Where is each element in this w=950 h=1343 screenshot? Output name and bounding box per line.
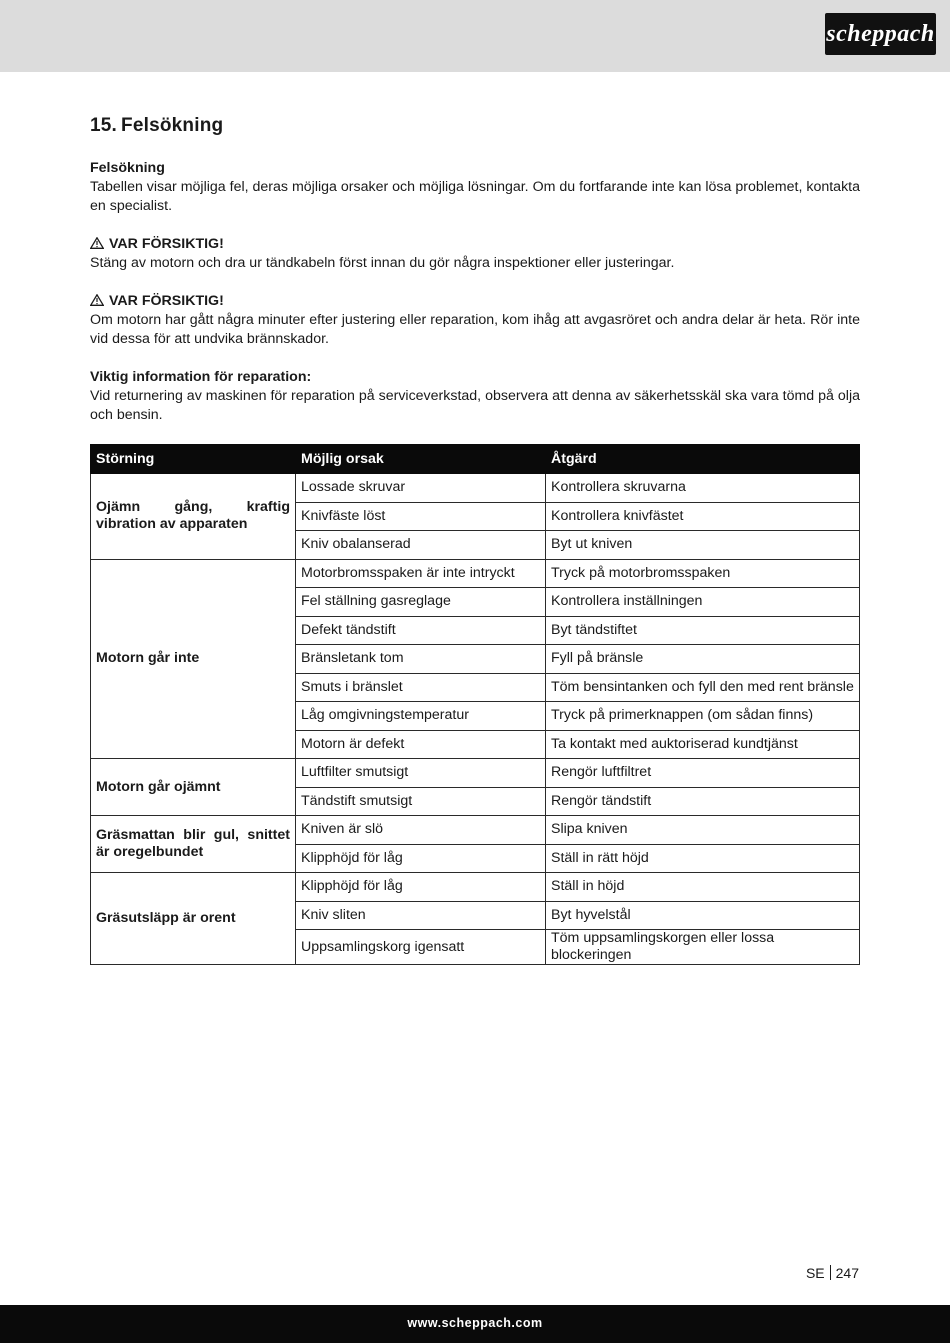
column-header: Åtgärd	[546, 445, 860, 474]
intro-heading: Felsökning	[90, 160, 165, 176]
fault-cell: Gräsutsläpp är orent	[91, 873, 296, 965]
page-number	[806, 1265, 859, 1281]
page-language: SE	[805, 1265, 825, 1281]
cause-cell: Fel ställning gasreglage	[296, 588, 546, 617]
cause-cell: Klipphöjd för låg	[296, 844, 546, 873]
repair-info-block	[90, 368, 860, 425]
repair-info-heading: Viktig information för reparation:	[90, 369, 312, 385]
troubleshooting-table	[90, 444, 860, 965]
remedy-cell: Kontrollera knivfästet	[546, 502, 860, 531]
warning-block-1	[90, 235, 860, 273]
remedy-cell: Byt hyvelstål	[546, 901, 860, 930]
cause-cell: Bränsletank tom	[296, 645, 546, 674]
table-header-row	[91, 445, 860, 474]
cause-cell: Motorbromsspaken är inte intryckt	[296, 559, 546, 588]
column-header: Möjlig orsak	[296, 445, 546, 474]
cause-cell: Knivfäste löst	[296, 502, 546, 531]
table-row	[91, 759, 860, 788]
intro-text: Tabellen visar möjliga fel, deras möjliga orsaker och möjliga lösningar. Om du fortfarande inte kan lösa problemet, kontakta en specialist.	[90, 179, 860, 214]
remedy-cell: Ta kontakt med auktoriserad kundtjänst	[546, 730, 860, 759]
cause-cell: Defekt tändstift	[296, 616, 546, 645]
section-title	[90, 115, 860, 137]
remedy-cell: Ställ in rätt höjd	[546, 844, 860, 873]
page-number-value: 247	[835, 1265, 859, 1281]
table-row	[91, 474, 860, 503]
cause-cell: Lossade skruvar	[296, 474, 546, 503]
fault-cell: Gräsmattan blir gul, snittet är oregelbundet	[91, 816, 296, 873]
remedy-cell: Töm uppsamlingskorgen eller lossa blockeringen	[546, 930, 860, 965]
remedy-cell: Kontrollera skruvarna	[546, 474, 860, 503]
table-row	[91, 873, 860, 902]
header-bar	[0, 0, 950, 72]
remedy-cell: Kontrollera inställningen	[546, 588, 860, 617]
section-number: 15.	[90, 115, 118, 136]
page-separator	[830, 1265, 831, 1280]
cause-cell: Låg omgivningstemperatur	[296, 702, 546, 731]
section-title-text: Felsökning	[121, 115, 224, 136]
main-content	[90, 115, 860, 965]
cause-cell: Kniven är slö	[296, 816, 546, 845]
remedy-cell: Fyll på bränsle	[546, 645, 860, 674]
table-row	[91, 816, 860, 845]
cause-cell: Tändstift smutsigt	[296, 787, 546, 816]
warning-text: Om motorn har gått några minuter efter justering eller reparation, kom ihåg att avgasröret och andra delar är heta. Rör inte vid dessa för att undvika brännskador.	[90, 312, 860, 347]
warning-triangle-icon	[90, 294, 104, 306]
footer-url: www.scheppach.com	[407, 1316, 543, 1330]
column-header: Störning	[91, 445, 296, 474]
warning-block-2	[90, 292, 860, 349]
cause-cell: Kniv obalanserad	[296, 531, 546, 560]
table-row	[91, 559, 860, 588]
warning-title: VAR FÖRSIKTIG!	[90, 292, 860, 311]
remedy-cell: Tryck på primerknappen (om sådan finns)	[546, 702, 860, 731]
warning-triangle-icon	[90, 237, 104, 249]
remedy-cell: Byt ut kniven	[546, 531, 860, 560]
remedy-cell: Tryck på motorbromsspaken	[546, 559, 860, 588]
warning-title: VAR FÖRSIKTIG!	[90, 235, 860, 254]
remedy-cell: Byt tändstiftet	[546, 616, 860, 645]
remedy-cell: Ställ in höjd	[546, 873, 860, 902]
cause-cell: Kniv sliten	[296, 901, 546, 930]
fault-cell: Motorn går inte	[91, 559, 296, 759]
remedy-cell: Töm bensintanken och fyll den med rent bränsle	[546, 673, 860, 702]
cause-cell: Luftfilter smutsigt	[296, 759, 546, 788]
remedy-cell: Slipa kniven	[546, 816, 860, 845]
cause-cell: Motorn är defekt	[296, 730, 546, 759]
cause-cell: Uppsamlingskorg igensatt	[296, 930, 546, 965]
repair-info-text: Vid returnering av maskinen för reparation på serviceverkstad, observera att denna av säkerhetsskäl ska vara tömd på olja och bensin.	[90, 388, 860, 423]
footer-bar	[0, 1305, 950, 1343]
remedy-cell: Rengör luftfiltret	[546, 759, 860, 788]
remedy-cell: Rengör tändstift	[546, 787, 860, 816]
brand-logo: scheppach	[825, 13, 936, 55]
fault-cell: Ojämn gång, kraftig vibration av apparaten	[91, 474, 296, 560]
intro-block	[90, 159, 860, 216]
cause-cell: Smuts i bränslet	[296, 673, 546, 702]
fault-cell: Motorn går ojämnt	[91, 759, 296, 816]
warning-text: Stäng av motorn och dra ur tändkabeln först innan du gör några inspektioner eller justeringar.	[90, 255, 675, 271]
cause-cell: Klipphöjd för låg	[296, 873, 546, 902]
